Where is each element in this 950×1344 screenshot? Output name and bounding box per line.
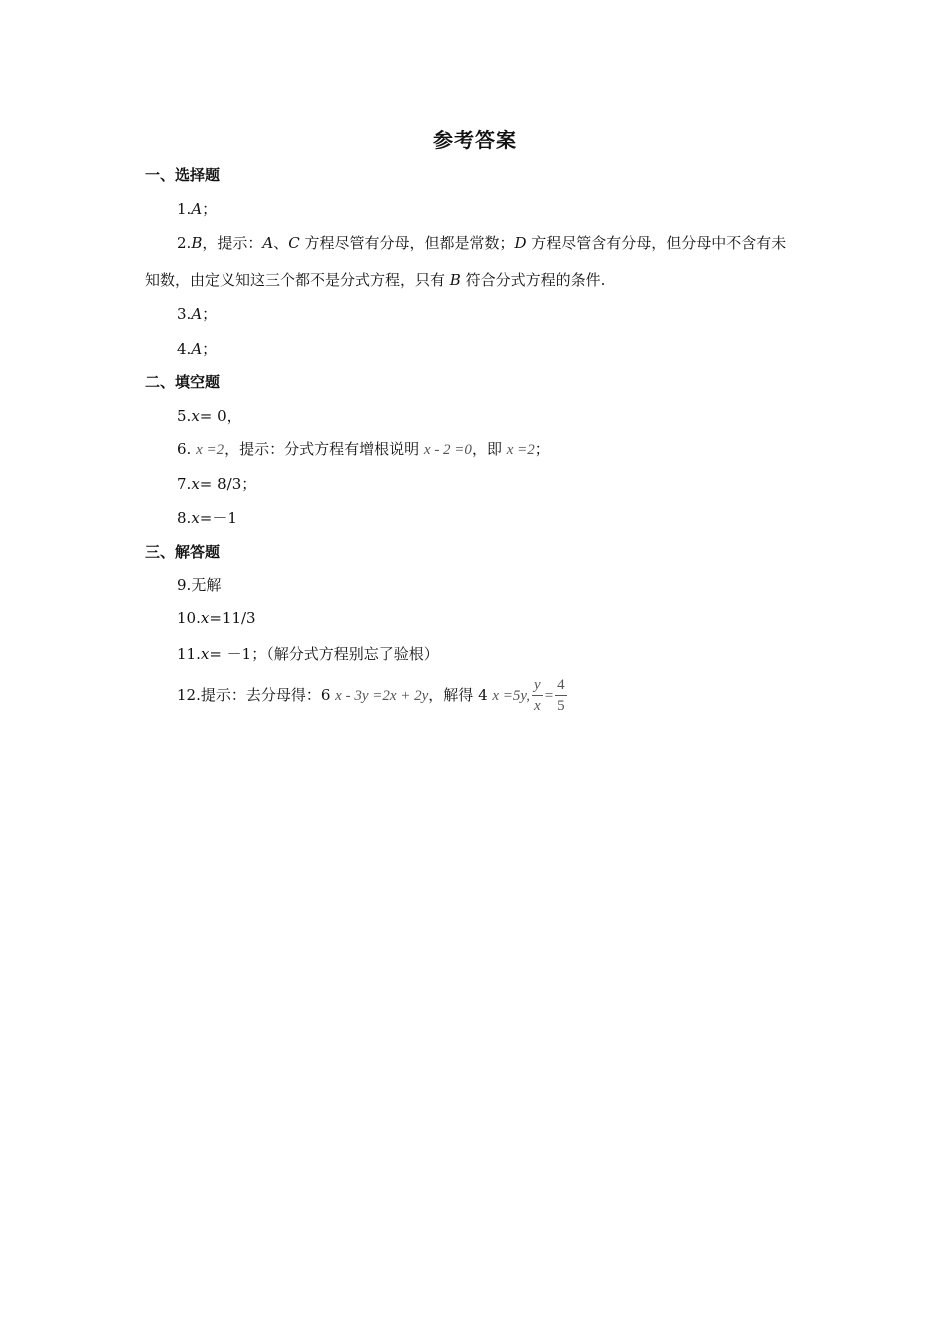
answer-variable: x [191, 407, 200, 425]
answer-number: 1. [177, 200, 192, 218]
answer-number: 6. [177, 440, 197, 458]
answer-11 [177, 643, 439, 664]
answer-tail: 无解 [191, 576, 222, 594]
answer-number: 7. [177, 475, 192, 493]
hint-text: 符合分式方程的条件. [460, 271, 606, 289]
hint-text: 知数，由定义知这三个都不是分式方程，只有 [145, 271, 450, 289]
answer-number: 9. [177, 576, 192, 594]
answer-10 [177, 609, 256, 627]
answer-option: A [191, 340, 203, 358]
answer-1 [177, 198, 217, 219]
page-title: 参考答案 [433, 128, 517, 152]
answer-tail: ； [202, 200, 218, 218]
answer-number: 3. [177, 305, 192, 323]
answer-4 [177, 338, 217, 359]
answer-12 [177, 678, 569, 714]
hint-text: ，即 [471, 440, 507, 458]
answer-tail: = 0， [199, 407, 242, 425]
answer-number: 2. [177, 234, 192, 252]
option-c: C [288, 234, 300, 252]
equals-sign: = [544, 688, 554, 704]
option-d: D [514, 234, 527, 252]
answer-number: 8. [177, 509, 192, 527]
math-expression: x =2 [506, 442, 535, 458]
answer-8 [177, 507, 237, 528]
hint-text: 方程尽管有分母，但都是常数； [299, 234, 515, 252]
answer-number: 11. [177, 645, 201, 663]
answer-7 [177, 473, 256, 494]
section-heading-solve: 三、解答题 [145, 543, 221, 561]
hint-text: ，提示： [202, 234, 263, 252]
answer-option: A [191, 200, 203, 218]
answer-2-line-2 [145, 269, 605, 290]
math-expression: x - 2 =0 [423, 442, 472, 458]
answer-tail: ； [202, 340, 218, 358]
answer-variable: x [200, 609, 210, 627]
answer-tail: =11/3 [209, 609, 256, 627]
answer-5 [177, 405, 242, 426]
hint-text: 12.提示：去分母得：6 [177, 686, 336, 704]
answer-number: 4. [177, 340, 192, 358]
answer-tail: ； [202, 305, 218, 323]
option-b: B [449, 271, 461, 289]
answer-tail: =－1 [199, 509, 237, 527]
hint-text: 方程尽管含有分母，但分母中不含有未 [526, 234, 787, 252]
answer-tail: = －1；（解分式方程别忘了验根） [209, 645, 439, 663]
math-expression: x =5y, [492, 688, 531, 704]
section-heading-fill-in: 二、填空题 [145, 373, 221, 391]
math-expression: x =2 [196, 442, 225, 458]
answer-9 [177, 574, 221, 595]
answer-option: B [191, 234, 203, 252]
option-a: A [262, 234, 274, 252]
answer-variable: x [191, 509, 200, 527]
answer-variable: x [200, 645, 210, 663]
answer-2-line-1 [177, 232, 786, 253]
math-expression: x - 3y =2x + 2y [335, 688, 429, 704]
hint-text: ； [534, 440, 550, 458]
answer-6 [177, 438, 550, 459]
answer-number: 5. [177, 407, 192, 425]
answer-3 [177, 303, 217, 324]
section-heading-choice: 一、选择题 [145, 166, 221, 184]
fraction-y-over-x: $\frac{y}{x}$ [534, 677, 541, 714]
hint-text: ，提示：分式方程有增根说明 [224, 440, 424, 458]
hint-text: ，解得 4 [428, 686, 493, 704]
answer-option: A [191, 305, 203, 323]
fraction-4-over-5: $\frac{4}{5}$ [557, 677, 565, 714]
separator: 、 [273, 234, 289, 252]
answer-tail: = 8/3； [199, 475, 257, 493]
answer-variable: x [191, 475, 200, 493]
answer-number: 10. [177, 609, 201, 627]
